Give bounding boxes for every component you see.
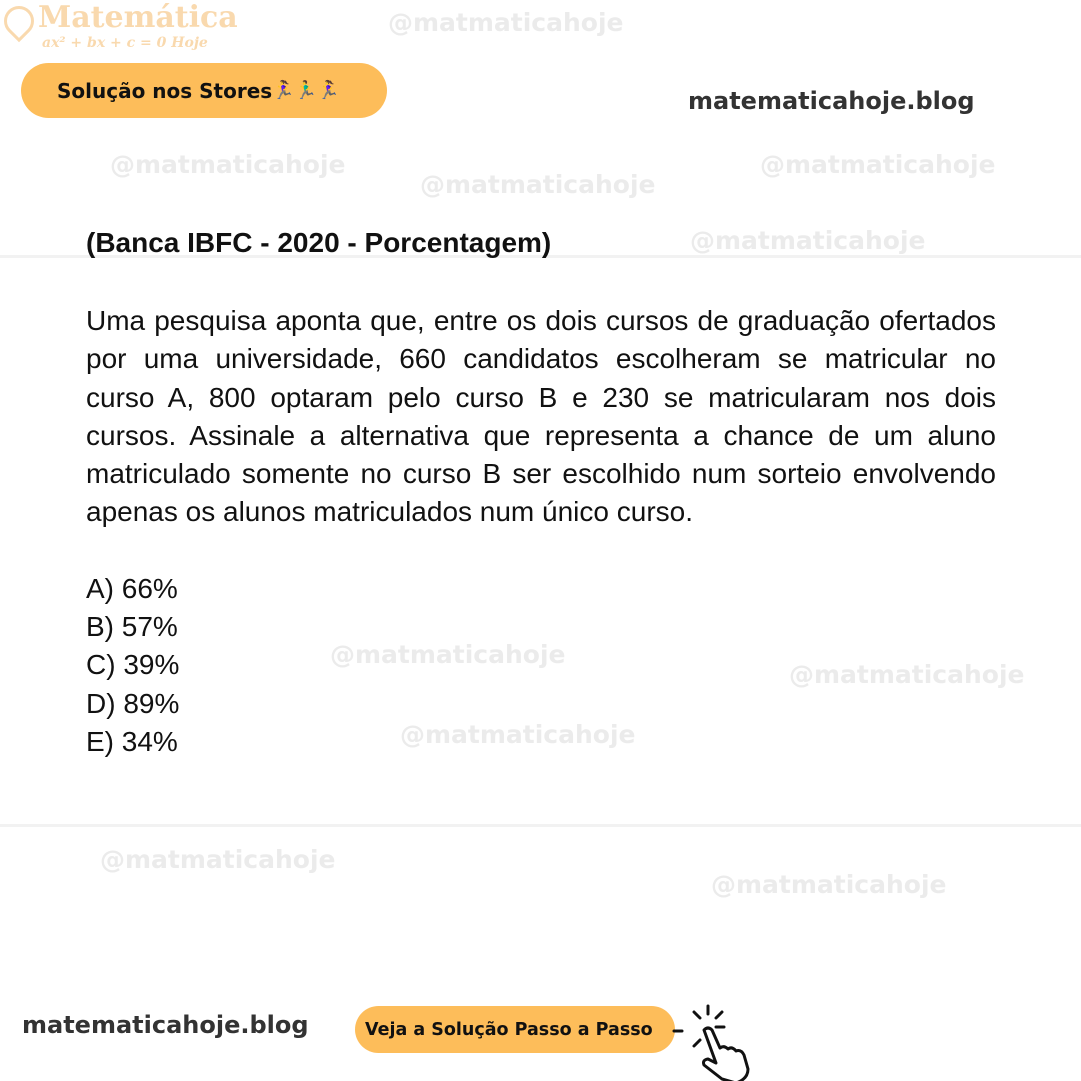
watermark: @matmaticahoje — [420, 170, 656, 199]
answer-options — [86, 570, 286, 761]
stores-button-label: Solução nos Stores — [57, 78, 273, 103]
question-body — [86, 302, 996, 761]
pointing-hand-click-icon — [672, 1004, 754, 1081]
watermark: @matmaticahoje — [330, 640, 566, 669]
option-a: A) 66% — [86, 572, 178, 604]
watermark: @matmaticahoje — [690, 226, 926, 255]
site-link-header[interactable]: matematicahoje.blog — [688, 87, 975, 115]
option-e: E) 34% — [86, 725, 178, 757]
site-link-footer[interactable]: matematicahoje.blog — [22, 1011, 309, 1039]
logo-subtitle: ax² + bx + c = 0 Hoje — [42, 35, 208, 51]
option-d: D) 89% — [86, 687, 180, 719]
logo — [4, 0, 238, 52]
watermark: @matmaticahoje — [100, 845, 336, 874]
watermark: @matmaticahoje — [400, 720, 636, 749]
solution-button[interactable] — [355, 1006, 675, 1053]
solution-button-label: Veja a Solução Passo a Passo — [365, 1019, 653, 1040]
runners-icon: 🏃‍♀️🏃‍♂️🏃‍♀️ — [272, 80, 340, 101]
question-text: Uma pesquisa aponta que, entre os dois cursos de graduação ofertados por uma universidade, 660 candidatos escolheram se matricular no curso A, 800 optaram pelo curso B e 230 se matricularam nos dois cursos. Assinale a alternativa que representa a chance de um aluno matriculado somente no curso B ser escolhido num sorteio envolvendo apenas os alunos matriculados num único curso. — [86, 305, 996, 528]
watermark: @matmaticahoje — [789, 660, 1025, 689]
watermark: @matmaticahoje — [711, 870, 947, 899]
option-b: B) 57% — [86, 611, 178, 643]
watermark: @matmaticahoje — [388, 8, 624, 37]
question-title: (Banca IBFC - 2020 - Porcentagem) — [86, 227, 552, 258]
option-c: C) 39% — [86, 649, 180, 681]
logo-title: Matemática — [38, 0, 238, 35]
map-pin-icon — [0, 0, 40, 42]
watermark: @matmaticahoje — [110, 150, 346, 179]
stores-button[interactable] — [21, 63, 387, 118]
watermark: @matmaticahoje — [760, 150, 996, 179]
divider — [0, 824, 1081, 827]
